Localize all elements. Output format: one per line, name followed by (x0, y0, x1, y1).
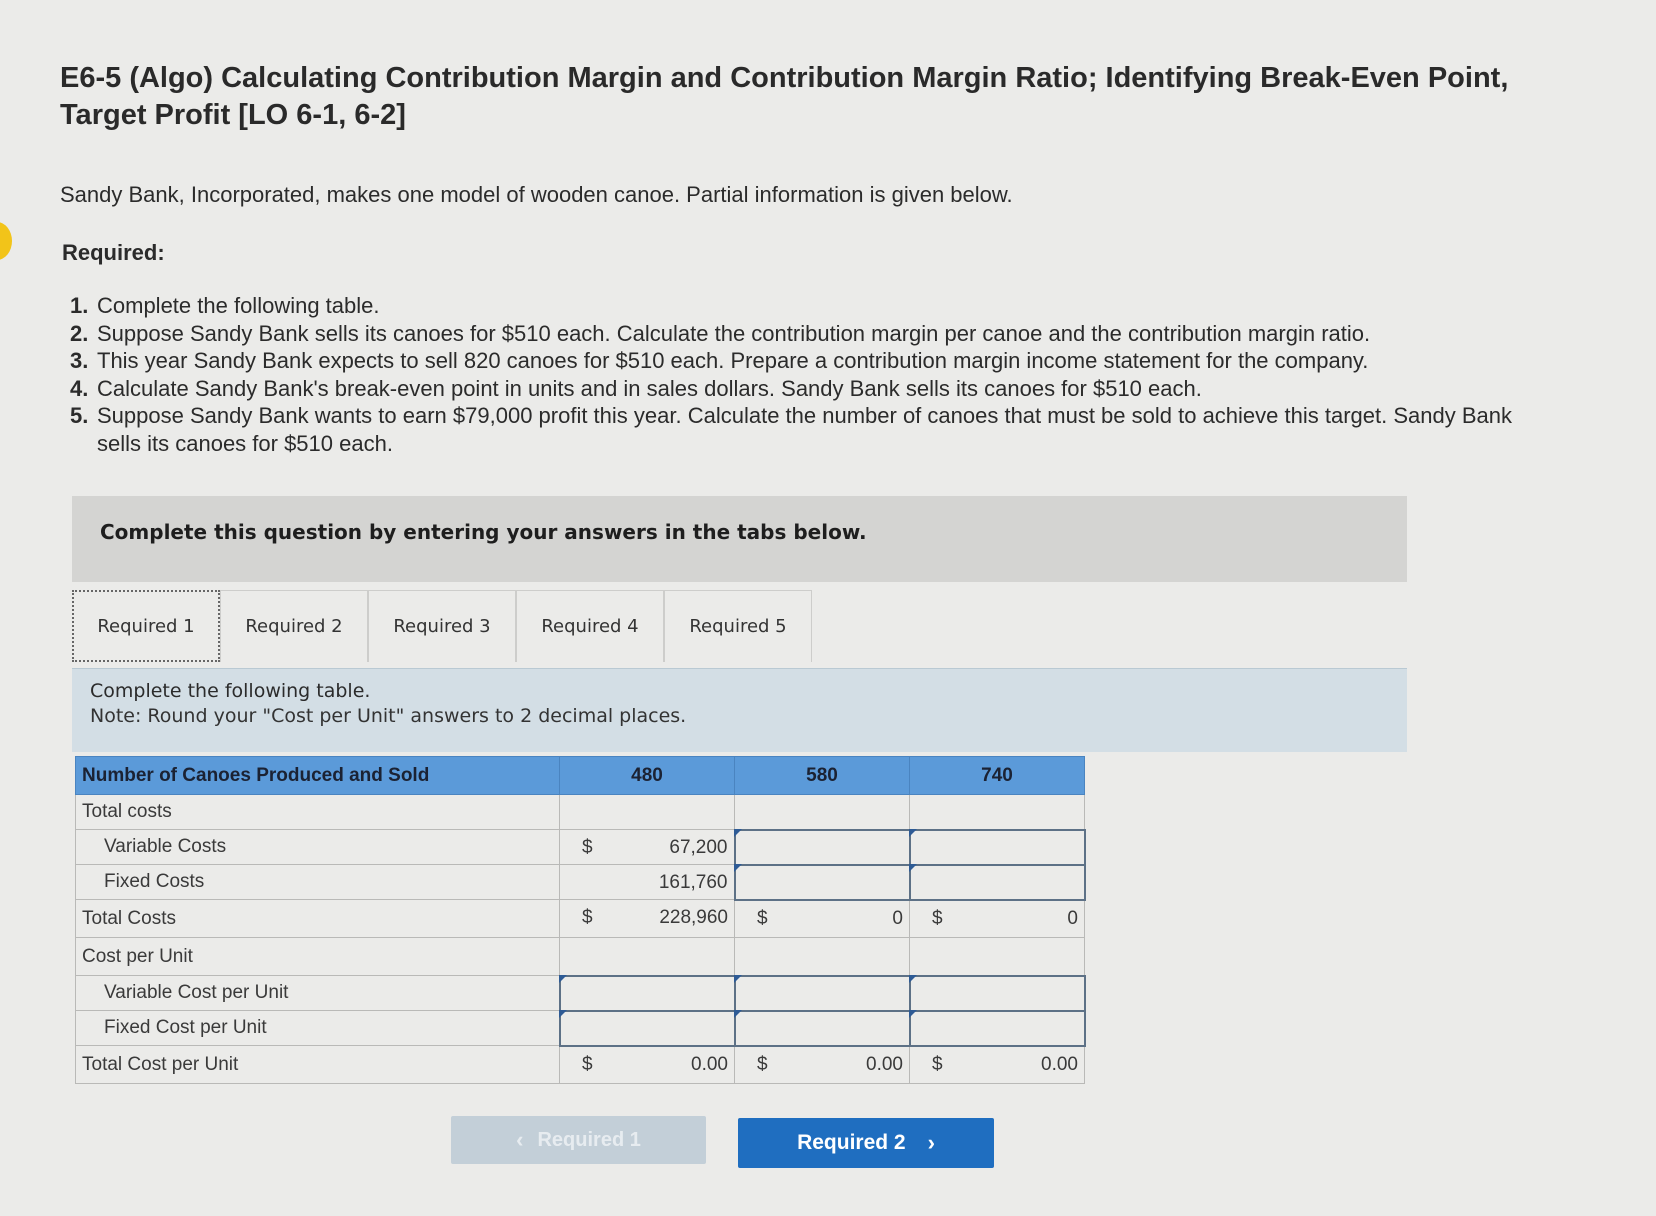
fixed-costs-580-input[interactable] (735, 865, 910, 900)
cost-table (75, 756, 1086, 1084)
header-label: Number of Canoes Produced and Sold (76, 757, 560, 795)
chevron-left-icon: ‹ (516, 1127, 524, 1152)
row-label-fixed-costs: Fixed Costs (76, 865, 560, 900)
fixed-cost-per-unit-580-input[interactable] (735, 1011, 910, 1046)
table-row (76, 865, 1085, 900)
total-costs-740: $ 0 (910, 900, 1085, 938)
next-button-label: Required 2 (797, 1131, 906, 1154)
empty-cell (560, 795, 735, 830)
tab-bar (72, 590, 812, 662)
total-cost-per-unit-480: $ 0.00 (560, 1046, 735, 1084)
row-label-fixed-cost-per-unit: Fixed Cost per Unit (76, 1011, 560, 1046)
table-row (76, 976, 1085, 1011)
fixed-costs-740-input[interactable] (910, 865, 1085, 900)
required-heading: Required: (62, 240, 165, 265)
variable-costs-580-input[interactable] (735, 830, 910, 865)
empty-cell (910, 795, 1085, 830)
list-item: 1. Complete the following table. (70, 293, 380, 318)
table-row (76, 938, 1085, 976)
table-row (76, 1046, 1085, 1084)
table-row (76, 830, 1085, 865)
total-costs-480: $ 228,960 (560, 900, 735, 938)
tab-required-3[interactable]: Required 3 (368, 590, 516, 662)
header-col-3: 740 (910, 757, 1085, 795)
header-col-1: 480 (560, 757, 735, 795)
row-label-total-costs-sum: Total Costs (76, 900, 560, 938)
page-title: E6-5 (Algo) Calculating Contribution Margin and Contribution Margin Ratio; Identifying Break-Even Point, Target Profit [LO 6-1, 6-2] (60, 62, 1509, 131)
tab-required-5[interactable]: Required 5 (664, 590, 812, 662)
empty-cell (910, 938, 1085, 976)
variable-cost-per-unit-740-input[interactable] (910, 976, 1085, 1011)
intro-text: Sandy Bank, Incorporated, makes one model of wooden canoe. Partial information is given below. (60, 182, 1013, 207)
instruction-box: Complete this question by entering your answers in the tabs below. (72, 496, 1407, 582)
row-label-variable-costs: Variable Costs (76, 830, 560, 865)
row-label-cost-per-unit: Cost per Unit (76, 938, 560, 976)
row-label-variable-cost-per-unit: Variable Cost per Unit (76, 976, 560, 1011)
instruction-panel (72, 668, 1407, 752)
panel-text: Complete the following table. (90, 680, 371, 702)
chevron-right-icon: › (927, 1130, 935, 1155)
total-cost-per-unit-740: $ 0.00 (910, 1046, 1085, 1084)
empty-cell (560, 938, 735, 976)
table-row (76, 795, 1085, 830)
requirements-list (70, 292, 1550, 457)
next-button[interactable] (738, 1118, 994, 1168)
progress-marker (0, 222, 12, 260)
variable-cost-per-unit-580-input[interactable] (735, 976, 910, 1011)
table-row (76, 1011, 1085, 1046)
tab-required-2[interactable]: Required 2 (220, 590, 368, 662)
variable-costs-740-input[interactable] (910, 830, 1085, 865)
variable-costs-480: $ 67,200 (560, 830, 735, 865)
fixed-costs-480: 161,760 (560, 865, 735, 900)
tab-required-4[interactable]: Required 4 (516, 590, 664, 662)
row-label-total-cost-per-unit: Total Cost per Unit (76, 1046, 560, 1084)
table-header-row (76, 757, 1085, 795)
tab-required-1[interactable]: Required 1 (72, 590, 220, 662)
fixed-cost-per-unit-740-input[interactable] (910, 1011, 1085, 1046)
table-row (76, 900, 1085, 938)
variable-cost-per-unit-480-input[interactable] (560, 976, 735, 1011)
empty-cell (735, 938, 910, 976)
list-item: 5. Suppose Sandy Bank wants to earn $79,000 profit this year. Calculate the number of canoes that must be sold to achieve this target. Sandy Bank sells its canoes for $510 each. (70, 403, 1512, 456)
total-cost-per-unit-580: $ 0.00 (735, 1046, 910, 1084)
panel-note: Note: Round your "Cost per Unit" answers to 2 decimal places. (90, 705, 687, 727)
total-costs-580: $ 0 (735, 900, 910, 938)
prev-button-label: Required 1 (537, 1128, 641, 1151)
row-label-total-costs: Total costs (76, 795, 560, 830)
header-col-2: 580 (735, 757, 910, 795)
list-item: 4. Calculate Sandy Bank's break-even point in units and in sales dollars. Sandy Bank sells its canoes for $510 each. (70, 375, 1202, 401)
empty-cell (735, 795, 910, 830)
fixed-cost-per-unit-480-input[interactable] (560, 1011, 735, 1046)
prev-button[interactable] (451, 1116, 706, 1164)
list-item: 2. Suppose Sandy Bank sells its canoes for $510 each. Calculate the contribution margin per canoe and the contribution margin ratio. (70, 320, 1371, 346)
list-item: 3. This year Sandy Bank expects to sell 820 canoes for $510 each. Prepare a contribution margin income statement for the company. (70, 348, 1369, 373)
